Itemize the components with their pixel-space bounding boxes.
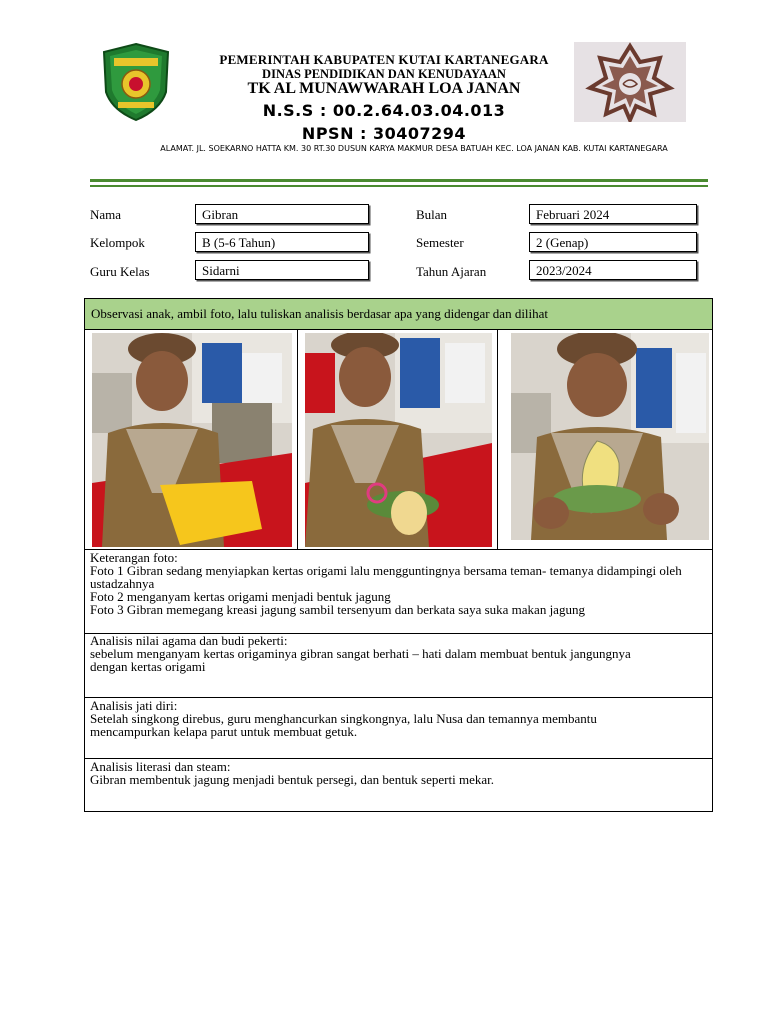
semester-field: 2 (Genap) [529,232,697,252]
guru-kelas-field: Sidarni [195,260,369,280]
bulan-label: Bulan [416,207,448,222]
tahun-ajaran-label: Tahun Ajaran [416,264,487,279]
header-department: DINAS PENDIDIKAN DAN KENUDAYAAN [262,67,506,81]
observation-heading: Observasi anak, ambil foto, lalu tuliskan analisis berdasar apa yang didengar dan dilihat [85,299,712,330]
analysis-identity-section [90,699,705,738]
photo-divider-2 [497,330,498,550]
photo-1-cutting-origami [92,333,292,547]
row-divider-photos [84,549,713,550]
caption-title: Keterangan foto: [90,550,178,565]
nama-field: Gibran [195,204,369,224]
analysis-identity-text: Setelah singkong direbus, guru menghancurkan singkongnya, lalu Nusa dan temannya membantu mencampurkan kelapa parut untuk membuat getuk. [90,711,597,739]
analysis-literacy-title: Analisis literasi dan steam: [90,759,231,774]
analysis-identity-title: Analisis jati diri: [90,698,178,713]
photo-2-weaving-corn [305,333,492,547]
tahun-ajaran-field: 2023/2024 [529,260,697,280]
caption-photo-2: Foto 2 menganyam kertas origami menjadi bentuk jagung [90,589,391,604]
semester-label: Semester [416,235,464,250]
analysis-religion-section [90,634,705,673]
header-npsn: NPSN : 30407294 [301,124,467,143]
header-rule-top [90,179,708,182]
header-rule-bottom [90,185,708,187]
header-school-name: TK AL MUNAWWARAH LOA JANAN [247,80,521,97]
nama-label: Nama [90,207,122,222]
bulan-field: Februari 2024 [529,204,697,224]
caption-photo-3: Foto 3 Gibran memegang kreasi jagung sambil tersenyum dan berkata saya suka makan jagung [90,602,585,617]
guru-kelas-label: Guru Kelas [90,264,150,279]
analysis-religion-title: Analisis nilai agama dan budi pekerti: [90,633,288,648]
kelompok-label: Kelompok [90,235,145,250]
row-divider-religion [84,697,713,698]
analysis-religion-text: sebelum menganyam kertas origaminya gibran sangat berhati – hati dalam membuat bentuk jangungnya dengan kertas origami [90,646,631,674]
header-nss: N.S.S : 00.2.64.03.04.013 [262,101,506,120]
caption-photo-1: Foto 1 Gibran sedang menyiapkan kertas origami lalu mengguntingnya bersama teman- temanya didampingi oleh ustadzahnya [90,563,682,591]
kelompok-field: B (5-6 Tahun) [195,232,369,252]
header-government: PEMERINTAH KABUPATEN KUTAI KARTANEGARA [219,52,549,67]
caption-section [90,551,705,616]
analysis-literacy-text: Gibran membentuk jagung menjadi bentuk persegi, dan bentuk seperti mekar. [90,772,494,787]
photo-3-holding-corn [511,333,709,540]
photo-divider-1 [297,330,298,550]
analysis-literacy-section [90,760,705,786]
header-address: ALAMAT. JL. SOEKARNO HATTA KM. 30 RT.30 DUSUN KARYA MAKMUR DESA BATUAH KEC. LOA JANAN KAB. KUTAI KARTANEGARA [160,144,668,153]
